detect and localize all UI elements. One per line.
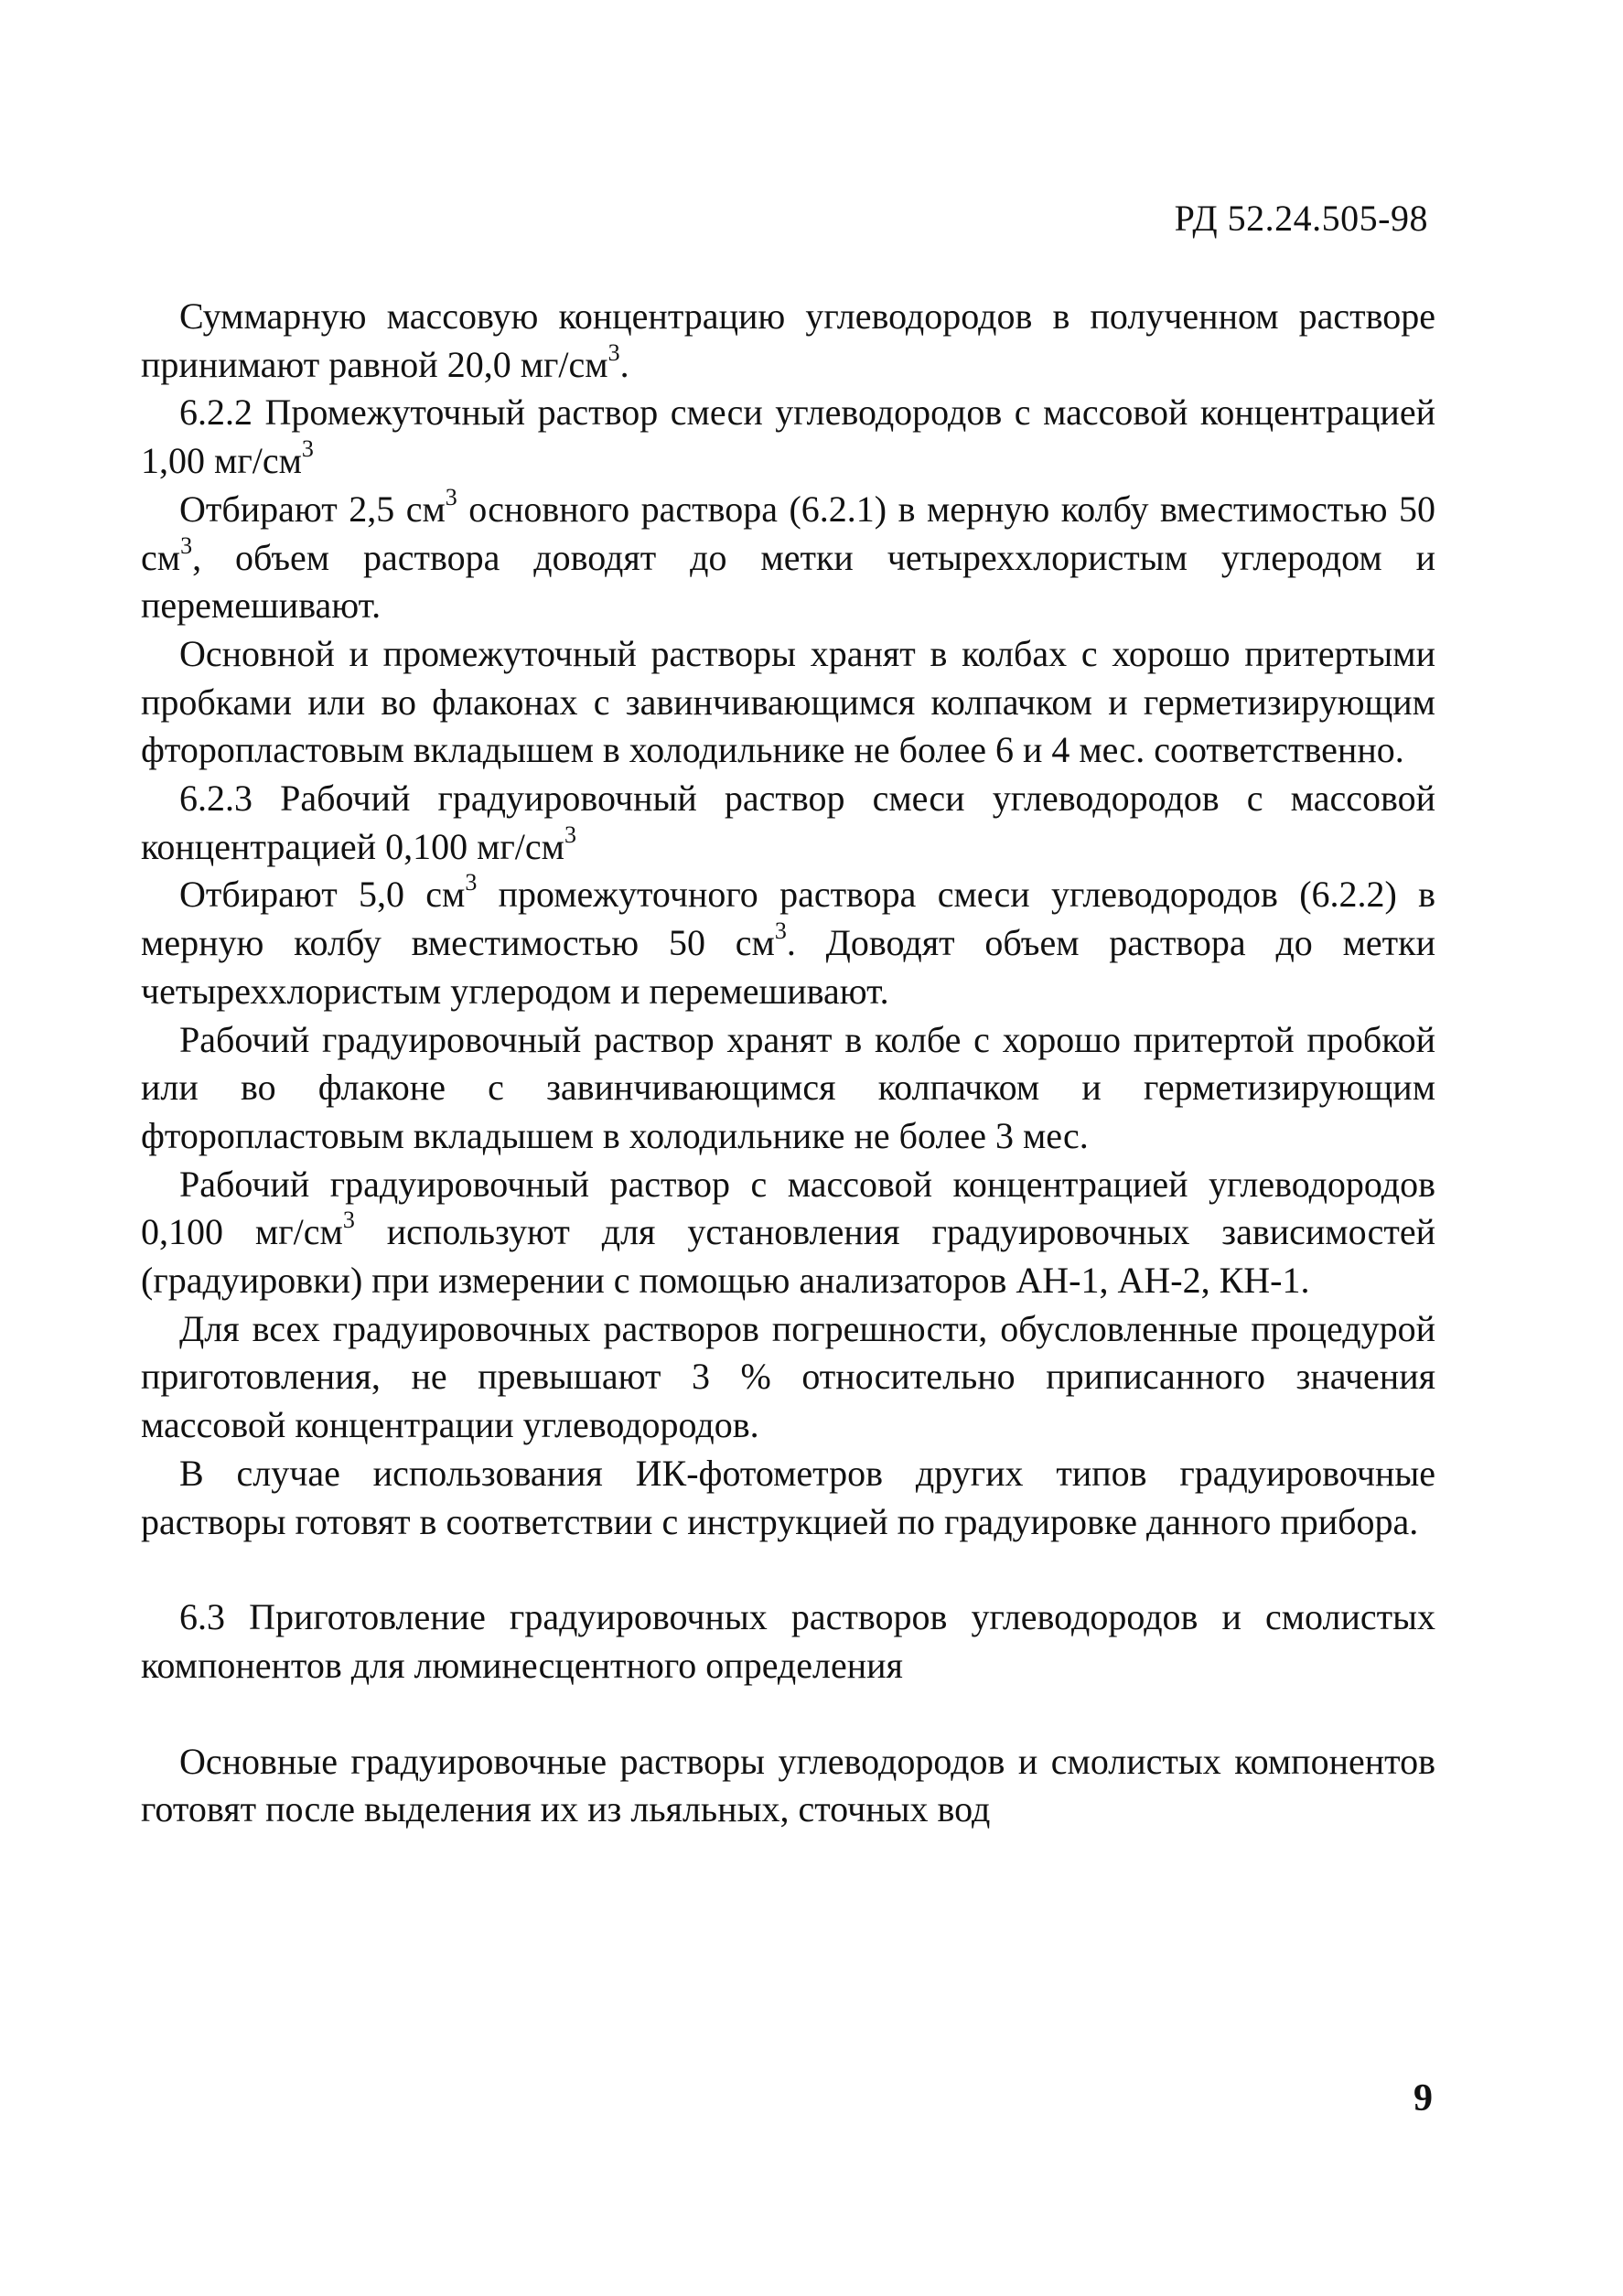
document-code: РД 52.24.505-98	[1174, 198, 1428, 239]
paragraph-text: .	[619, 343, 629, 385]
paragraph-text: промежуточного раствора смеси углеводородов (6.2.2) в мерную колбу вместимостью 50 см	[141, 874, 1436, 964]
paragraph-text: 6.2.3 Рабочий градуировочный раствор смеси углеводородов с массовой концентрацией 0,100 мг/см	[141, 778, 1435, 867]
paragraph-6-2-2-procedure	[141, 483, 1436, 630]
paragraph-6-2-3-procedure	[141, 871, 1435, 1015]
paragraph-text: Рабочий градуировочный раствор хранят в колбе с хорошо притертой пробкой или во флаконе с завинчивающимся колпачком и герметизирующим фторопластовым вкладышем в холодильнике не более 3 мес.	[141, 1018, 1435, 1156]
paragraph-main-solutions	[141, 1738, 1435, 1834]
paragraph-text: 6.3 Приготовление градуировочных растворов углеводородов и смолистых компонентов для люминесцентного определения	[141, 1596, 1435, 1686]
paragraph-text: . Доводят объем раствора до метки четыреххлористым углеродом и перемешивают.	[141, 922, 1435, 1012]
paragraph-ir-photometers	[141, 1450, 1435, 1546]
superscript: 3	[607, 338, 620, 366]
paragraph-storage-main	[141, 630, 1435, 775]
paragraph-usage	[141, 1161, 1435, 1305]
superscript: 3	[342, 1207, 355, 1234]
paragraph-text: В случае использования ИК-фотометров других типов градуировочные растворы готовят в соответствии с инструкцией по градуировке данного прибора.	[141, 1452, 1435, 1542]
paragraph-text: Основные градуировочные растворы углеводородов и смолистых компонентов готовят после выделения их из льяльных, сточных вод	[141, 1740, 1435, 1830]
paragraph-total-concentration	[141, 293, 1435, 389]
section-6-3-heading	[141, 1593, 1435, 1690]
document-body	[141, 293, 1435, 1834]
paragraph-text: Рабочий градуировочный раствор с массовой концентрацией углеводородов 0,100 мг/см	[141, 1163, 1435, 1253]
superscript: 3	[180, 531, 193, 559]
superscript: 3	[564, 821, 576, 848]
superscript: 3	[465, 869, 478, 896]
paragraph-6-2-3-heading	[141, 775, 1435, 871]
paragraph-text: , объем раствора доводят до метки четыреххлористым углеродом и перемешивают.	[141, 536, 1435, 627]
paragraph-text: основного раствора (6.2.1) в мерную колбу вместимостью 50 см	[141, 488, 1436, 578]
paragraph-text: Отбирают 5,0 см	[179, 874, 466, 916]
paragraph-text: 6.2.2 Промежуточный раствор смеси углеводородов с массовой концентрацией 1,00 мг/см	[141, 392, 1435, 482]
paragraph-errors	[141, 1305, 1435, 1450]
paragraph-text: Основной и промежуточный растворы хранят в колбах с хорошо притертыми пробками или во флаконах с завинчивающимся колпачком и герметизирующим фторопластовым вкладышем в холодильнике не более 6 и 4 мес. соответственно.	[141, 632, 1435, 771]
superscript: 3	[774, 917, 787, 945]
paragraph-text: Для всех градуировочных растворов погрешности, обусловленные процедурой приготовления, не превышают 3 % относительно приписанного значения массовой концентрации углеводородов.	[141, 1307, 1435, 1446]
paragraph-6-2-2-heading	[141, 389, 1435, 485]
superscript: 3	[301, 435, 314, 463]
paragraph-text: Отбирают 2,5 см	[179, 488, 446, 530]
superscript: 3	[445, 483, 457, 510]
paragraph-storage-working	[141, 1016, 1435, 1161]
paragraph-text: используют для установления градуировочных зависимостей (градуировки) при измерении с помощью анализаторов АН-1, АН-2, КН-1.	[141, 1211, 1435, 1302]
paragraph-text: Суммарную массовую концентрацию углеводородов в полученном растворе принимают равной 20,0 мг/см	[141, 295, 1435, 385]
page-number: 9	[1413, 2077, 1433, 2119]
